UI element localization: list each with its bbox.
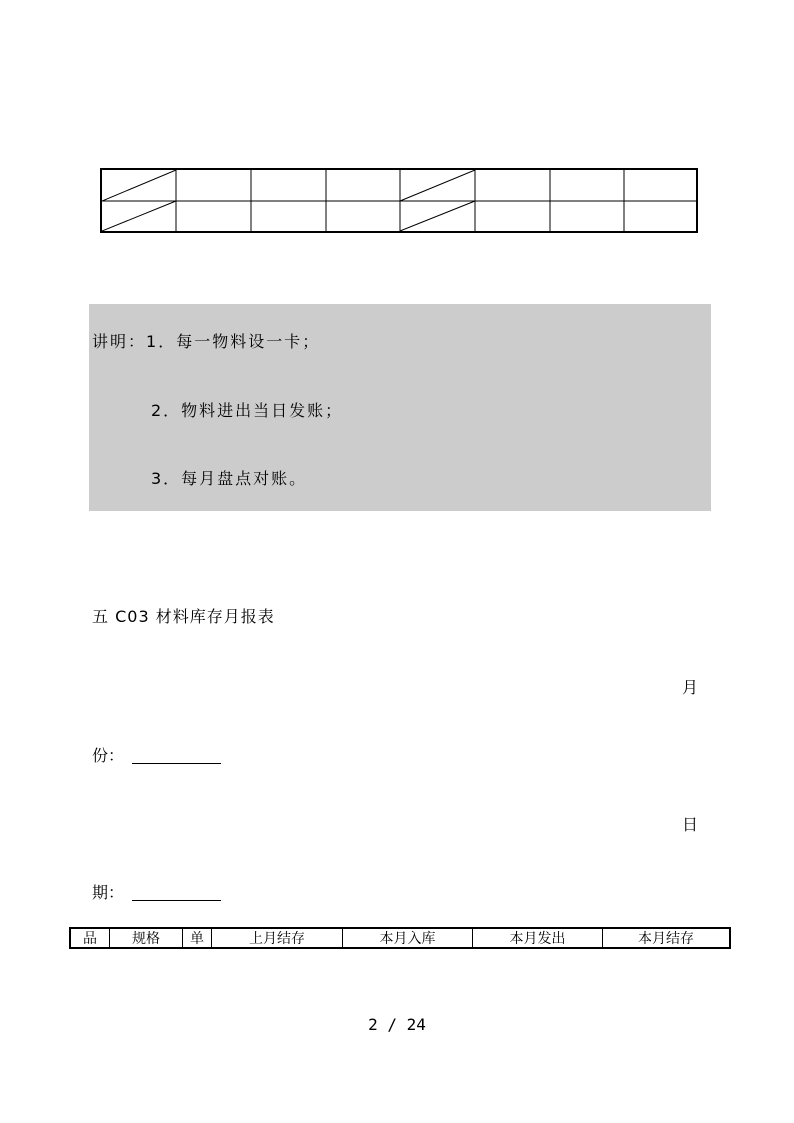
instruction-item-3: 3．每月盘点对账。 [151,469,308,488]
instruction-line-1 [92,329,320,352]
month-label-right: 月 [682,678,699,697]
instruction-item-1: 1．每一物料设一卡； [146,332,321,351]
instruction-prefix: 讲明： [92,332,147,351]
instruction-item-2: 2．物料进出当日发账； [151,401,344,420]
page-number: 2 / 24 [368,1015,426,1034]
month-label: 份： [92,746,125,765]
month-input-line[interactable] [132,763,221,764]
stock-card-grid-lines [102,170,696,231]
stock-card-grid [100,168,698,233]
day-label-right: 日 [682,815,699,834]
header-spec: 规格 [110,929,183,947]
header-month-in: 本月入库 [343,929,473,947]
date-input-line[interactable] [132,900,221,901]
header-month-out: 本月发出 [473,929,603,947]
header-last-month-balance: 上月结存 [212,929,343,947]
header-unit: 单 [183,929,212,947]
header-item: 品 [71,929,110,947]
section-title: 五 C03 材料库存月报表 [92,607,275,626]
date-label: 期： [92,883,125,902]
monthly-report-table-header [69,927,731,949]
header-month-balance: 本月结存 [638,931,694,947]
